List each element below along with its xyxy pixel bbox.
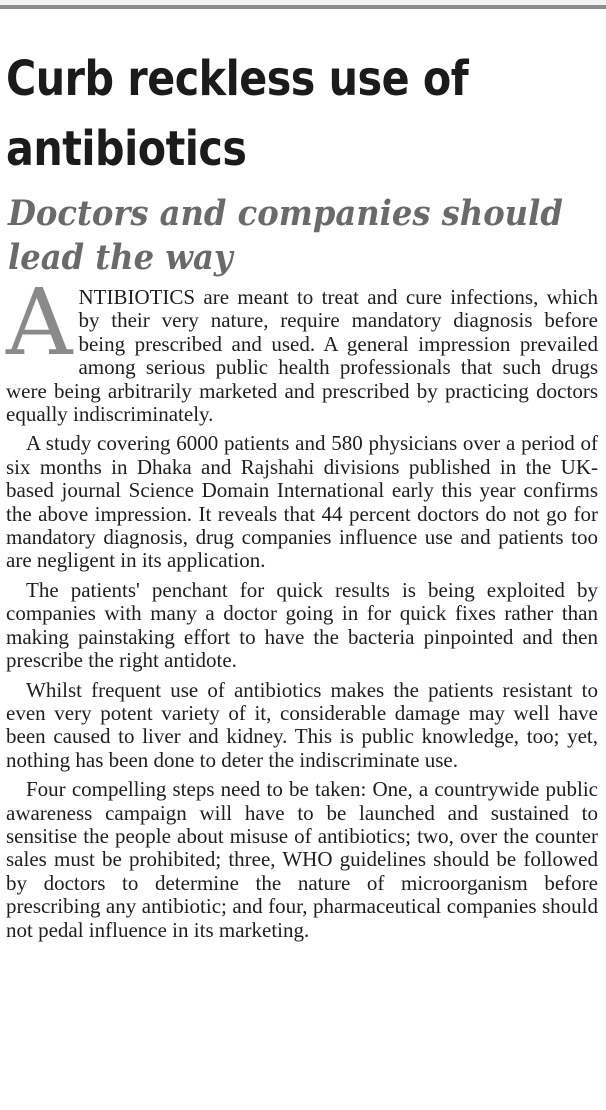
article-body bbox=[6, 269, 598, 942]
paragraph-1 bbox=[6, 269, 598, 427]
paragraph-5: Four compelling steps need to be taken: One, a countrywide public awareness campaign will have to be launched and sustained to sensitise the people about misuse of antibiotics; two, over the counter sales must be prohibited; three, WHO guidelines should be followed by doctors to determine the nature of microorganism before prescribing any antibiotic; and four, pharmaceutical companies should not pedal influence in its marketing. bbox=[6, 777, 598, 942]
editorial-article bbox=[6, 44, 598, 948]
drop-cap: A bbox=[6, 269, 73, 376]
paragraph-4: Whilst frequent use of antibiotics makes the patients resistant to even very potent variety of it, considerable damage may well have been caused to liver and kidney. This is public knowledge, too; yet, nothing has been done to deter the indiscriminate use. bbox=[6, 677, 598, 772]
paragraph-1-text: NTIBIOTICS are meant to treat and cure infections, which by their very nature, require mandatory diagnosis before being prescribed and used. A general impression prevailed among serious public health professionals that such drugs were being arbitrarily marketed and prescribed by practicing doctors equally indiscriminately. bbox=[6, 285, 598, 427]
subheadline: Doctors and companies should lead the way bbox=[8, 193, 563, 278]
paragraph-3: The patients' penchant for quick results is being exploited by companies with many a doctor going in for quick fixes rather than making painstaking effort to have the bacteria pinpointed and then prescribe the right antidote. bbox=[6, 577, 598, 673]
paragraph-2: A study covering 6000 patients and 580 physicians over a period of six months in Dhaka and Rajshahi divisions published in the UK-based journal Science Domain International early this year confirms the above impression. It reveals that 44 percent doctors do not go for mandatory diagnosis, drug companies influence use and patients too are negligent in its application. bbox=[6, 431, 598, 573]
top-rule bbox=[0, 0, 606, 9]
headline: Curb reckless use of antibiotics bbox=[6, 51, 469, 177]
